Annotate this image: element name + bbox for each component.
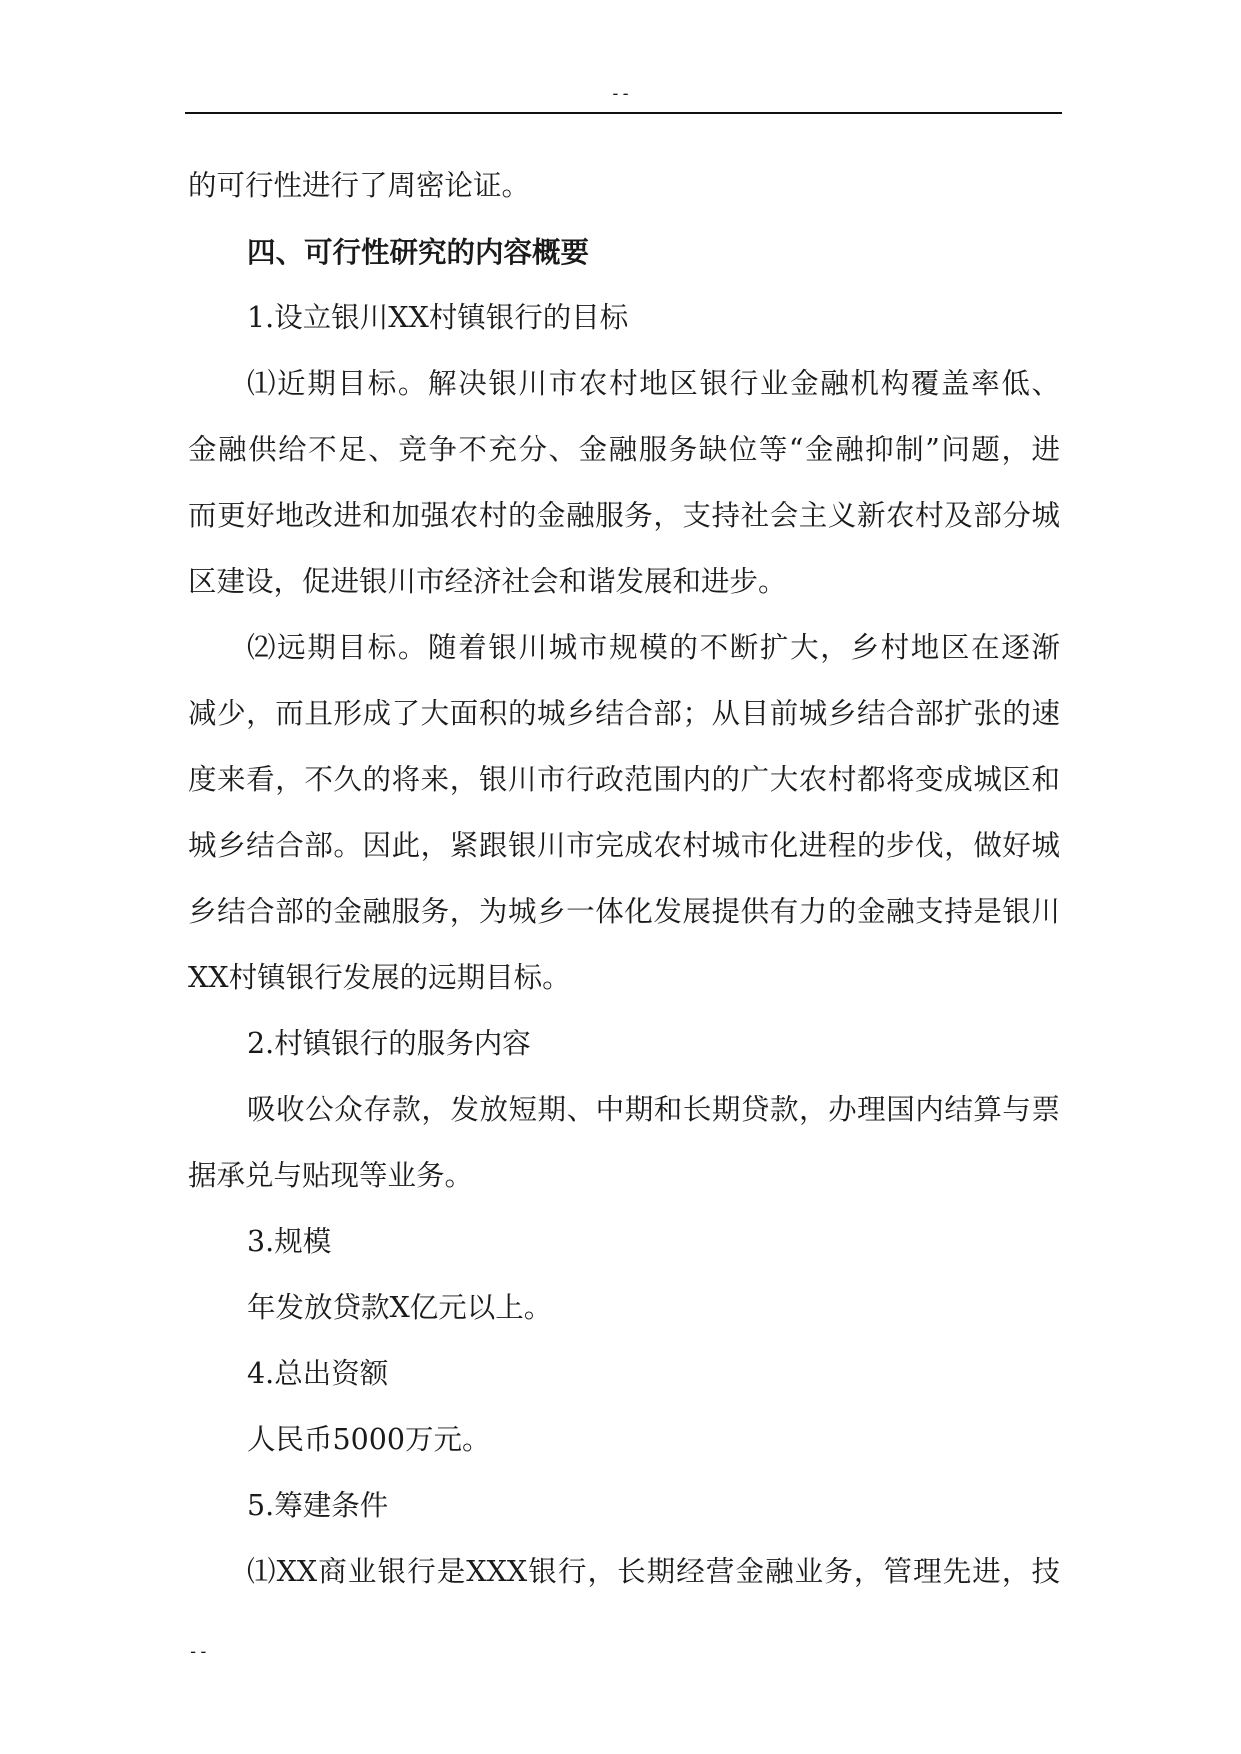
header-rule <box>185 112 1062 114</box>
paragraph-line: 而更好地改进和加强农村的金融服务，支持社会主义新农村及部分城 <box>188 499 1060 532</box>
subheading-conditions: 5.筹建条件 <box>247 1489 389 1522</box>
paragraph-line: 减少，而且形成了大面积的城乡结合部；从目前城乡结合部扩张的速 <box>188 697 1060 730</box>
footer-mark: -- <box>188 1642 209 1662</box>
paragraph-line: 据承兑与贴现等业务。 <box>188 1159 474 1192</box>
subheading-goals: 1.设立银川XX村镇银行的目标 <box>247 301 629 334</box>
section-heading: 四、可行性研究的内容概要 <box>247 235 590 269</box>
paragraph-line: 吸收公众存款，发放短期、中期和长期贷款，办理国内结算与票 <box>247 1093 1060 1126</box>
paragraph-continuation: 的可行性进行了周密论证。 <box>188 169 531 202</box>
paragraph-line: 区建设，促进银川市经济社会和谐发展和进步。 <box>188 565 787 598</box>
subheading-services: 2.村镇银行的服务内容 <box>247 1027 531 1060</box>
paragraph-line: XX村镇银行发展的远期目标。 <box>188 961 571 994</box>
paragraph-line: 年发放贷款X亿元以上。 <box>247 1291 553 1324</box>
subheading-capital: 4.总出资额 <box>247 1357 389 1390</box>
paragraph-line: 乡结合部的金融服务，为城乡一体化发展提供有力的金融支持是银川 <box>188 895 1060 928</box>
paragraph-line: ⑴近期目标。解决银川市农村地区银行业金融机构覆盖率低、 <box>247 367 1060 400</box>
paragraph-line: 度来看，不久的将来，银川市行政范围内的广大农村都将变成城区和 <box>188 763 1060 796</box>
paragraph-line: 金融供给不足、竞争不充分、金融服务缺位等“金融抑制”问题，进 <box>188 433 1060 466</box>
subheading-scale: 3.规模 <box>247 1225 332 1258</box>
paragraph-line: 城乡结合部。因此，紧跟银川市完成农村城市化进程的步伐，做好城 <box>188 829 1060 862</box>
paragraph-line: 人民币5000万元。 <box>247 1423 491 1456</box>
header-mark: -- <box>610 84 631 104</box>
paragraph-line: ⑵远期目标。随着银川城市规模的不断扩大，乡村地区在逐渐 <box>247 631 1060 664</box>
paragraph-line: ⑴XX商业银行是XXX银行，长期经营金融业务，管理先进，技 <box>247 1555 1060 1588</box>
body-text <box>188 153 1060 1605</box>
